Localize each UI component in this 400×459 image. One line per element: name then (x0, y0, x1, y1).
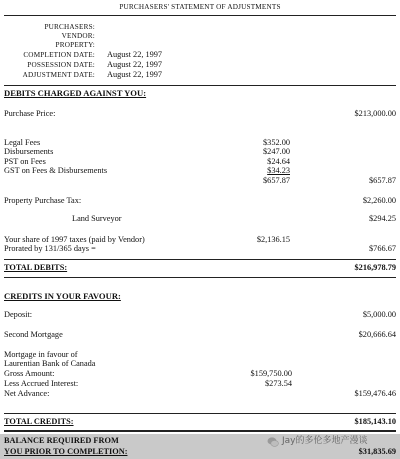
credits-heading: CREDITS IN YOUR FAVOUR: (4, 291, 121, 301)
completion-date-label: COMPLETION DATE: (23, 51, 95, 59)
balance-value: $31,835.69 (358, 447, 396, 456)
prorated-total: $766.67 (369, 244, 396, 253)
property-label: PROPERTY: (55, 41, 95, 49)
second-mortgage-label: Second Mortgage (4, 330, 63, 339)
debits-total-rule-top (4, 259, 396, 260)
land-surveyor-label: Land Surveyor (72, 214, 122, 223)
debits-total-rule-bottom (4, 277, 396, 278)
total-debits-label: TOTAL DEBITS: (4, 263, 68, 272)
gross-amount-label: Gross Amount: (4, 369, 55, 378)
taxes-share-label: Your share of 1997 taxes (paid by Vendor) (4, 235, 145, 244)
gross-amount-value: $159,750.00 (250, 369, 292, 378)
adjustment-date-value: August 22, 1997 (107, 70, 163, 79)
possession-date-value: August 22, 1997 (107, 60, 163, 69)
prorated-label: Prorated by 131/365 days = (4, 244, 96, 253)
pst-label: PST on Fees (4, 157, 46, 166)
legal-fees-label: Legal Fees (4, 138, 41, 147)
net-advance-label: Net Advance: (4, 389, 50, 398)
balance-label-line2: YOU PRIOR TO COMPLETION: (4, 447, 128, 456)
total-credits-value: $185,143.10 (354, 417, 396, 426)
total-debits-value: $216,978.79 (354, 263, 396, 272)
taxes-share-amount: $2,136.15 (256, 235, 290, 244)
net-advance-total: $159,476.46 (354, 389, 396, 398)
mortgage-line-1: Mortgage in favour of (4, 350, 78, 359)
vendor-label: VENDOR: (61, 32, 95, 40)
purchase-price-label: Purchase Price: (4, 109, 56, 118)
legal-fees-amount: $352.00 (263, 138, 290, 147)
header-rule (4, 85, 396, 86)
mortgage-line-2: Laurentian Bank of Canada (4, 359, 96, 368)
pst-amount: $24.64 (267, 157, 290, 166)
property-tax-label: Property Purchase Tax: (4, 196, 82, 205)
property-tax-total: $2,260.00 (362, 196, 396, 205)
deposit-total: $5,000.00 (362, 310, 396, 319)
accrued-interest-label: Less Accrued Interest: (4, 379, 79, 388)
second-mortgage-total: $20,666.64 (358, 330, 396, 339)
completion-date-value: August 22, 1997 (107, 50, 163, 59)
wechat-icon (267, 436, 279, 448)
disbursements-label: Disbursements (4, 147, 54, 156)
gst-label: GST on Fees & Disbursements (4, 166, 108, 175)
adjustment-date-label: ADJUSTMENT DATE: (22, 71, 95, 79)
watermark-text: Jay的多伦多地产漫谈 (282, 436, 368, 446)
title-rule (4, 15, 396, 16)
purchasers-label: PURCHASERS: (44, 23, 95, 31)
purchase-price-total: $213,000.00 (354, 109, 396, 118)
debits-heading: DEBITS CHARGED AGAINST YOU: (4, 88, 147, 98)
fees-total: $657.87 (369, 176, 396, 185)
credits-total-rule-top (4, 413, 396, 414)
document-title: PURCHASERS' STATEMENT OF ADJUSTMENTS (119, 3, 281, 11)
balance-label-line1: BALANCE REQUIRED FROM (4, 436, 119, 445)
total-credits-label: TOTAL CREDITS: (4, 417, 74, 426)
land-surveyor-total: $294.25 (369, 214, 396, 223)
possession-date-label: POSSESSION DATE: (27, 61, 95, 69)
gst-amount: $34.23 (267, 166, 290, 175)
credits-total-rule-bottom (4, 430, 396, 432)
deposit-label: Deposit: (4, 310, 33, 319)
disbursements-amount: $247.00 (263, 147, 290, 156)
accrued-interest-value: $273.54 (265, 379, 292, 388)
fees-subtotal: $657.87 (263, 176, 290, 185)
